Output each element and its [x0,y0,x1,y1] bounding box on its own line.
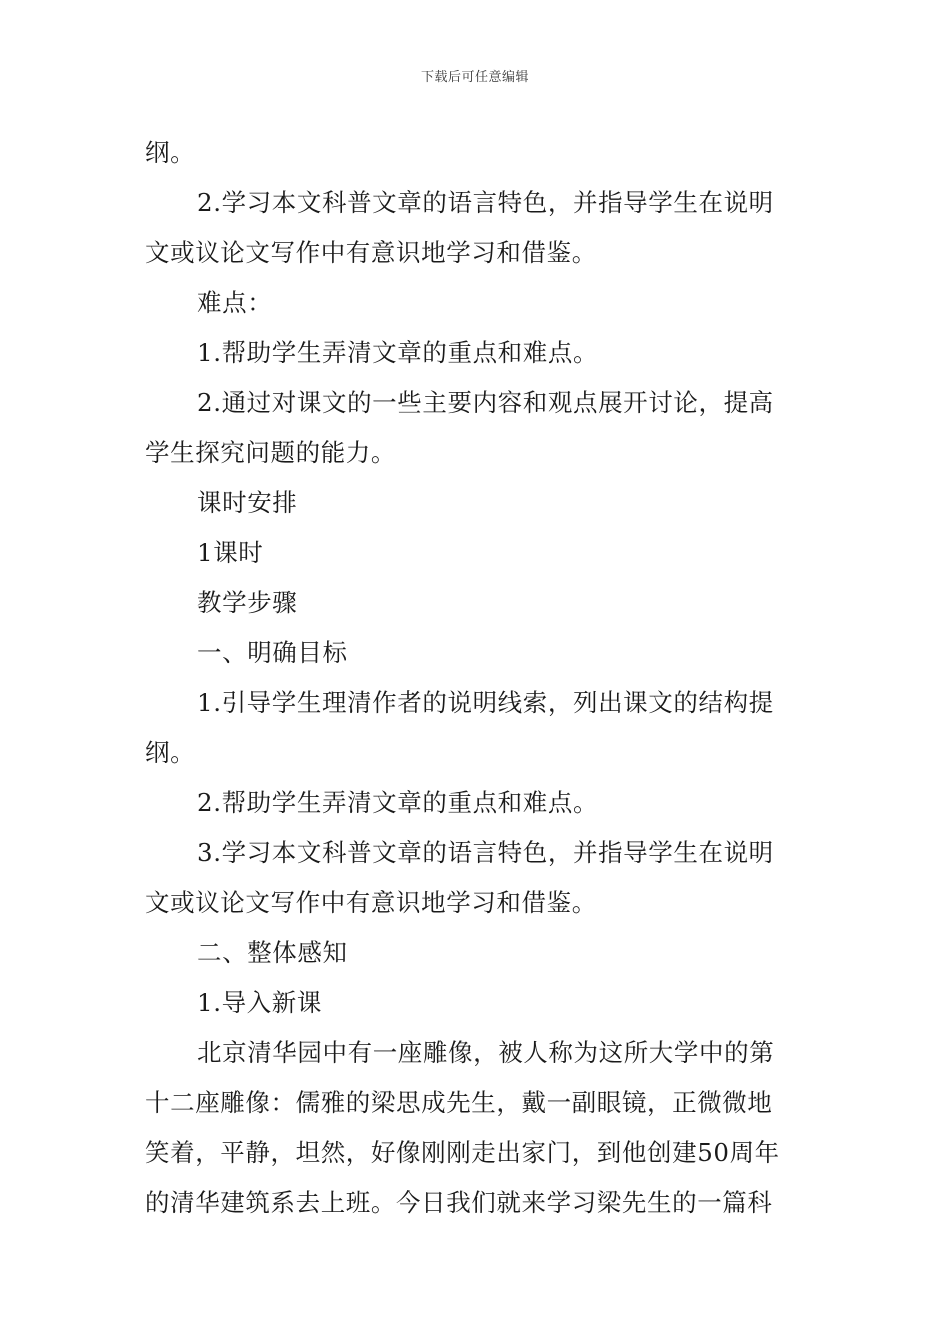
text-line: 文或议论文写作中有意识地学习和借鉴。 [145,888,597,917]
body-text [145,128,807,1228]
text-line: 十二座雕像：儒雅的梁思成先生，戴一副眼镜，正微微地 [145,1088,773,1117]
text-line: 1.帮助学生弄清文章的重点和难点。 [197,338,599,367]
text-line: 2.学习本文科普文章的语言特色，并指导学生在说明 [197,188,774,217]
text-line: 难点： [197,288,273,317]
text-line: 纲。 [145,138,196,167]
text-line: 2.通过对课文的一些主要内容和观点展开讨论，提高 [197,388,774,417]
text-line: 2.帮助学生弄清文章的重点和难点。 [197,788,599,817]
text-line: 一、明确目标 [197,638,348,667]
text-line: 二、整体感知 [197,938,348,967]
text-line: 1课时 [197,538,264,567]
page-header: 下载后可任意编辑 [420,70,529,85]
text-line: 1.导入新课 [197,988,322,1017]
text-line: 的清华建筑系去上班。今日我们就来学习梁先生的一篇科 [145,1188,773,1217]
text-line: 3.学习本文科普文章的语言特色，并指导学生在说明 [197,838,774,867]
text-line: 教学步骤 [197,588,298,617]
text-line: 文或议论文写作中有意识地学习和借鉴。 [145,238,597,267]
text-line: 纲。 [145,738,196,767]
text-line: 北京清华园中有一座雕像，被人称为这所大学中的第 [197,1038,775,1067]
text-line: 1.引导学生理清作者的说明线索，列出课文的结构提 [197,688,774,717]
text-line: 学生探究问题的能力。 [145,438,396,467]
text-line: 课时安排 [197,488,298,517]
text-line: 笑着，平静，坦然，好像刚刚走出家门，到他创建50周年 [145,1138,780,1167]
